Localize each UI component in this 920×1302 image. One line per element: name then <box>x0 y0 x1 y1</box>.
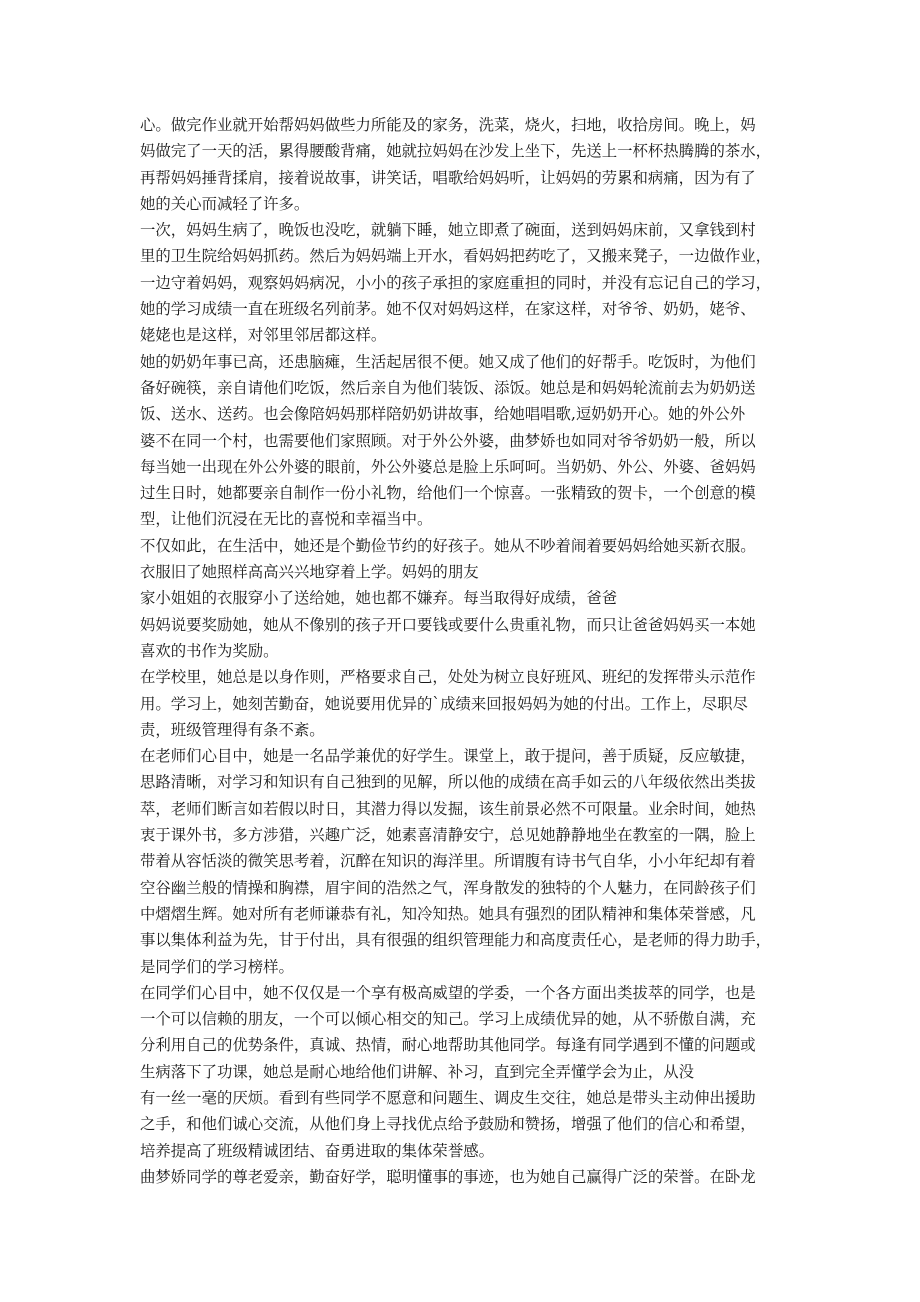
text-line: 妈妈说要奖励她，她从不像别的孩子开口要钱或要什么贵重礼物，而只让爸爸妈妈买一本她 <box>140 615 756 634</box>
text-line: 饭、送水、送药。也会像陪妈妈那样陪奶奶讲故事，给她唱唱歌,逗奶奶开心。她的外公外 <box>140 405 746 424</box>
text-line: 有一丝一毫的厌烦。看到有些同学不愿意和问题生、调皮生交往，她总是带头主动伸出援助 <box>140 1088 756 1107</box>
text-line: 她的学习成绩一直在班级名列前茅。她不仅对妈妈这样，在家这样，对爷爷、奶奶，姥爷、 <box>140 300 756 319</box>
text-line: 培养提高了班级精诚团结、奋勇进取的集体荣誉感。 <box>140 1141 494 1160</box>
text-line: 心。做完作业就开始帮妈妈做些力所能及的家务，洗菜，烧火，扫地，收拾房间。晚上，妈 <box>140 116 756 134</box>
text-line: 衣服旧了她照样高高兴兴地穿着上学。妈妈的朋友 <box>140 563 479 582</box>
text-line: 婆不在同一个村，也需要他们家照顾。对于外公外婆，曲梦娇也如同对爷爷奶奶一般，所以 <box>140 431 756 450</box>
text-line: 备好碗筷，亲自请他们吃饭，然后亲自为他们装饭、添饭。她总是和妈妈轮流前去为奶奶送 <box>140 378 756 397</box>
text-line: 衷于课外书，多方涉猎，兴趣广泛，她素喜清静安宁，总见她静静地坐在教室的一隅，脸上 <box>140 826 756 845</box>
text-line: 生病落下了功课，她总是耐心地给他们讲解、补习，直到完全弄懂学会为止，从没 <box>140 1062 695 1081</box>
text-line: 她的关心而减轻了许多。 <box>140 194 310 213</box>
text-line: 分利用自己的优势条件，真诚、热情，耐心地帮助其他同学。每逢有同学遇到不懂的问题或 <box>140 1036 756 1055</box>
text-line: 喜欢的书作为奖励。 <box>140 641 279 660</box>
text-line: 之手，和他们诚心交流，从他们身上寻找优点给予鼓励和赞扬，增强了他们的信心和希望， <box>140 1115 756 1134</box>
text-line: 责，班级管理得有条不紊。 <box>140 720 325 739</box>
text-line: 曲梦娇同学的尊老爱亲，勤奋好学，聪明懂事的事迹，也为她自己赢得广泛的荣誉。在卧龙 <box>140 1167 756 1186</box>
text-line: 过生日时，她都要亲自制作一份小礼物，给他们一个惊喜。一张精致的贺卡，一个创意的模 <box>140 484 756 503</box>
text-line: 带着从容恬淡的微笑思考着，沉醉在知识的海洋里。所谓腹有诗书气自华，小小年纪却有着 <box>140 852 756 871</box>
text-line: 家小姐姐的衣服穿小了送给她，她也都不嫌弃。每当取得好成绩，爸爸 <box>140 589 618 608</box>
text-line: 一个可以信赖的朋友，一个可以倾心相交的知己。学习上成绩优异的她，从不骄傲自满，充 <box>140 1010 756 1029</box>
text-line: 再帮妈妈捶背揉肩，接着说故事，讲笑话，唱歌给妈妈听，让妈妈的劳累和病痛，因为有了 <box>140 168 756 187</box>
text-line: 中熠熠生辉。她对所有老师谦恭有礼，知冷知热。她具有强烈的团队精神和集体荣誉感，凡 <box>140 904 756 923</box>
text-line: 姥姥也是这样，对邻里邻居都这样。 <box>140 326 387 345</box>
text-line: 她的奶奶年事已高，还患脑瘫，生活起居很不便。她又成了他们的好帮手。吃饭时，为他们 <box>140 352 756 371</box>
text-line: 用。学习上，她刻苦勤奋，她说要用优异的`成绩来回报妈妈为她的付出。工作上，尽职尽 <box>140 694 748 713</box>
text-line: 里的卫生院给妈妈抓药。然后为妈妈端上开水，看妈妈把药吃了，又搬来凳子，一边做作业， <box>140 247 772 266</box>
text-line: 在同学们心目中，她不仅仅是一个享有极高威望的学委，一个各方面出类拔萃的同学，也是 <box>140 983 756 1002</box>
text-line: 型，让他们沉浸在无比的喜悦和幸福当中。 <box>140 510 433 529</box>
text-line: 空谷幽兰般的情操和胸襟，眉宇间的浩然之气，浑身散发的独特的个人魅力，在同龄孩子们 <box>140 878 756 897</box>
text-line: 不仅如此，在生活中，她还是个勤俭节约的好孩子。她从不吵着闹着要妈妈给她买新衣服。 <box>140 536 756 555</box>
text-line: 是同学们的学习榜样。 <box>140 957 294 976</box>
text-line: 妈做完了一天的活，累得腰酸背痛，她就拉妈妈在沙发上坐下，先送上一杯杯热腾腾的茶水， <box>140 142 772 161</box>
text-line: 萃，老师们断言如若假以时日，其潜力得以发掘，该生前景必然不可限量。业余时间，她热 <box>140 799 756 818</box>
text-line: 事以集体利益为先，甘于付出，具有很强的组织管理能力和高度责任心，是老师的得力助手， <box>140 931 772 950</box>
text-line: 每当她一出现在外公外婆的眼前，外公外婆总是脸上乐呵呵。当奶奶、外公、外婆、爸妈妈 <box>140 457 756 476</box>
text-line: 一次，妈妈生病了，晚饭也没吃，就躺下睡，她立即煮了碗面，送到妈妈床前，又拿钱到村 <box>140 221 756 240</box>
text-line: 一边守着妈妈，观察妈妈病况，小小的孩子承担的家庭重担的同时，并没有忘记自己的学习， <box>140 273 772 292</box>
text-line: 在学校里，她总是以身作则，严格要求自己，处处为树立良好班风、班纪的发挥带头示范作 <box>140 668 756 687</box>
text-line: 思路清晰，对学习和知识有自己独到的见解，所以他的成绩在高手如云的八年级依然出类拔 <box>140 773 756 792</box>
text-line: 在老师们心目中，她是一名品学兼优的好学生。课堂上，敢于提问，善于质疑，反应敏捷， <box>140 747 756 766</box>
document-body <box>140 112 820 1190</box>
